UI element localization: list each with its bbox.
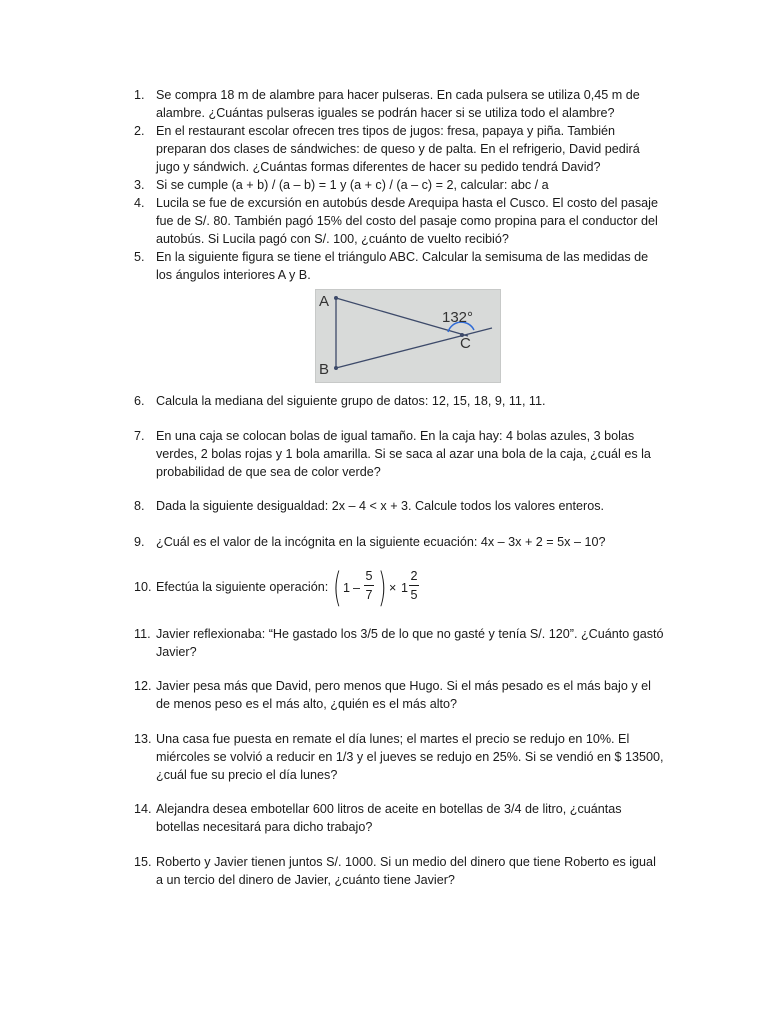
question-text: Dada la siguiente desigualdad: 2x – 4 < x + 3. Calcule todos los valores enteros. bbox=[156, 499, 605, 513]
question-number: 1. bbox=[134, 88, 145, 102]
question-text: Efectúa la siguiente operación: bbox=[156, 580, 329, 594]
question-13 bbox=[134, 730, 664, 784]
triangle-figure bbox=[315, 289, 501, 383]
fraction-5-7 bbox=[364, 568, 374, 603]
fraction-denominator: 7 bbox=[365, 588, 373, 602]
vertex-b bbox=[334, 366, 338, 370]
angle-label: 132° bbox=[442, 309, 474, 326]
minus-sign: – bbox=[353, 581, 361, 595]
question-text: ¿Cuál es el valor de la incógnita en la siguiente ecuación: 4x – 3x + 2 = 5x – 10? bbox=[156, 535, 606, 549]
question-11 bbox=[134, 625, 664, 661]
question-number: 15. bbox=[134, 855, 152, 869]
question-5 bbox=[134, 248, 664, 284]
question-6 bbox=[134, 392, 664, 410]
question-text: En el restaurant escolar ofrecen tres tipos de jugos: fresa, papaya y piña. También preparan dos clases de sándwiches: de queso y de palta. En el refrigerio, David pedirá jugo y sándwich. ¿Cuántas formas diferentes de hacer su pedido tendrá David? bbox=[156, 124, 640, 174]
triangle-diagram bbox=[316, 290, 500, 382]
question-text: Calcula la mediana del siguiente grupo de datos: 12, 15, 18, 9, 11, 11. bbox=[156, 394, 546, 408]
question-10 bbox=[134, 578, 664, 596]
question-text: Se compra 18 m de alambre para hacer pulseras. En cada pulsera se utiliza 0,45 m de alambre. ¿Cuántas pulseras iguales se podrán hacer si se utiliza todo el alambre? bbox=[156, 88, 640, 120]
question-text: Lucila se fue de excursión en autobús desde Arequipa hasta el Cusco. El costo del pasaje fue de S/. 80. También pagó 15% del costo del pasaje como propina para el conductor del autobús. Si Lucila pagó con S/. 100, ¿cuánto de vuelto recibió? bbox=[156, 196, 658, 246]
question-number: 4. bbox=[134, 196, 145, 210]
question-number: 14. bbox=[134, 802, 152, 816]
fraction-numerator: 2 bbox=[410, 569, 418, 583]
operand-one: 1 bbox=[343, 581, 351, 595]
fraction-numerator: 5 bbox=[365, 569, 373, 583]
question-1 bbox=[134, 86, 664, 122]
question-number: 9. bbox=[134, 535, 145, 549]
question-number: 13. bbox=[134, 732, 152, 746]
question-text: Javier pesa más que David, pero menos que Hugo. Si el más pesado es el más bajo y el de menos peso es el más alto, ¿quién es el más alto? bbox=[156, 679, 651, 711]
question-4 bbox=[134, 194, 664, 248]
question-text: Una casa fue puesta en remate el día lunes; el martes el precio se redujo en 10%. El miércoles se volvió a reducir en 1/3 y el jueves se redujo en 25%. Si se vendió en $ 13500, ¿cuál fue su precio el día lunes? bbox=[156, 732, 664, 782]
mixed-whole: 1 bbox=[401, 581, 409, 595]
fraction-2-5 bbox=[409, 568, 419, 603]
question-3 bbox=[134, 176, 664, 194]
question-text: Javier reflexionaba: “He gastado los 3/5 de lo que no gasté y tenía S/. 120”. ¿Cuánto gastó Javier? bbox=[156, 627, 664, 659]
fraction-bar bbox=[409, 585, 419, 586]
question-number: 11. bbox=[134, 627, 151, 641]
label-b: B bbox=[319, 361, 330, 378]
question-number: 8. bbox=[134, 499, 145, 513]
question-12 bbox=[134, 677, 664, 713]
question-7 bbox=[134, 427, 664, 481]
question-9 bbox=[134, 533, 664, 551]
fraction-bar bbox=[364, 585, 374, 586]
left-paren: ( bbox=[333, 565, 342, 611]
question-text: Alejandra desea embotellar 600 litros de aceite en botellas de 3/4 de litro, ¿cuántas botellas necesitará para dicho trabajo? bbox=[156, 802, 622, 834]
vertex-a bbox=[334, 296, 338, 300]
question-number: 5. bbox=[134, 250, 145, 264]
label-a: A bbox=[319, 293, 330, 310]
question-number: 6. bbox=[134, 394, 145, 408]
question-text: Si se cumple (a + b) / (a – b) = 1 y (a + c) / (a – c) = 2, calcular: abc / a bbox=[156, 178, 549, 192]
question-2 bbox=[134, 122, 664, 176]
question-number: 7. bbox=[134, 429, 145, 443]
question-number: 3. bbox=[134, 178, 145, 192]
fraction-denominator: 5 bbox=[410, 588, 418, 602]
question-8 bbox=[134, 497, 664, 515]
question-text: En la siguiente figura se tiene el triángulo ABC. Calcular la semisuma de las medidas de los ángulos interiores A y B. bbox=[156, 250, 649, 282]
question-text: Roberto y Javier tienen juntos S/. 1000. Si un medio del dinero que tiene Roberto es igual a un tercio del dinero de Javier, ¿cuánto tiene Javier? bbox=[156, 855, 656, 887]
question-number: 10. bbox=[134, 580, 152, 594]
question-15 bbox=[134, 853, 664, 889]
question-text: En una caja se colocan bolas de igual tamaño. En la caja hay: 4 bolas azules, 3 bolas verdes, 2 bolas rojas y 1 bola amarilla. Si se saca al azar una bola de la caja, ¿cuál es la probabilidad de que sea de color verde? bbox=[156, 429, 651, 479]
question-14 bbox=[134, 800, 664, 836]
times-sign: × bbox=[389, 581, 397, 595]
right-paren: ) bbox=[378, 565, 387, 611]
label-c: C bbox=[460, 335, 471, 352]
question-number: 12. bbox=[134, 679, 152, 693]
question-number: 2. bbox=[134, 124, 145, 138]
